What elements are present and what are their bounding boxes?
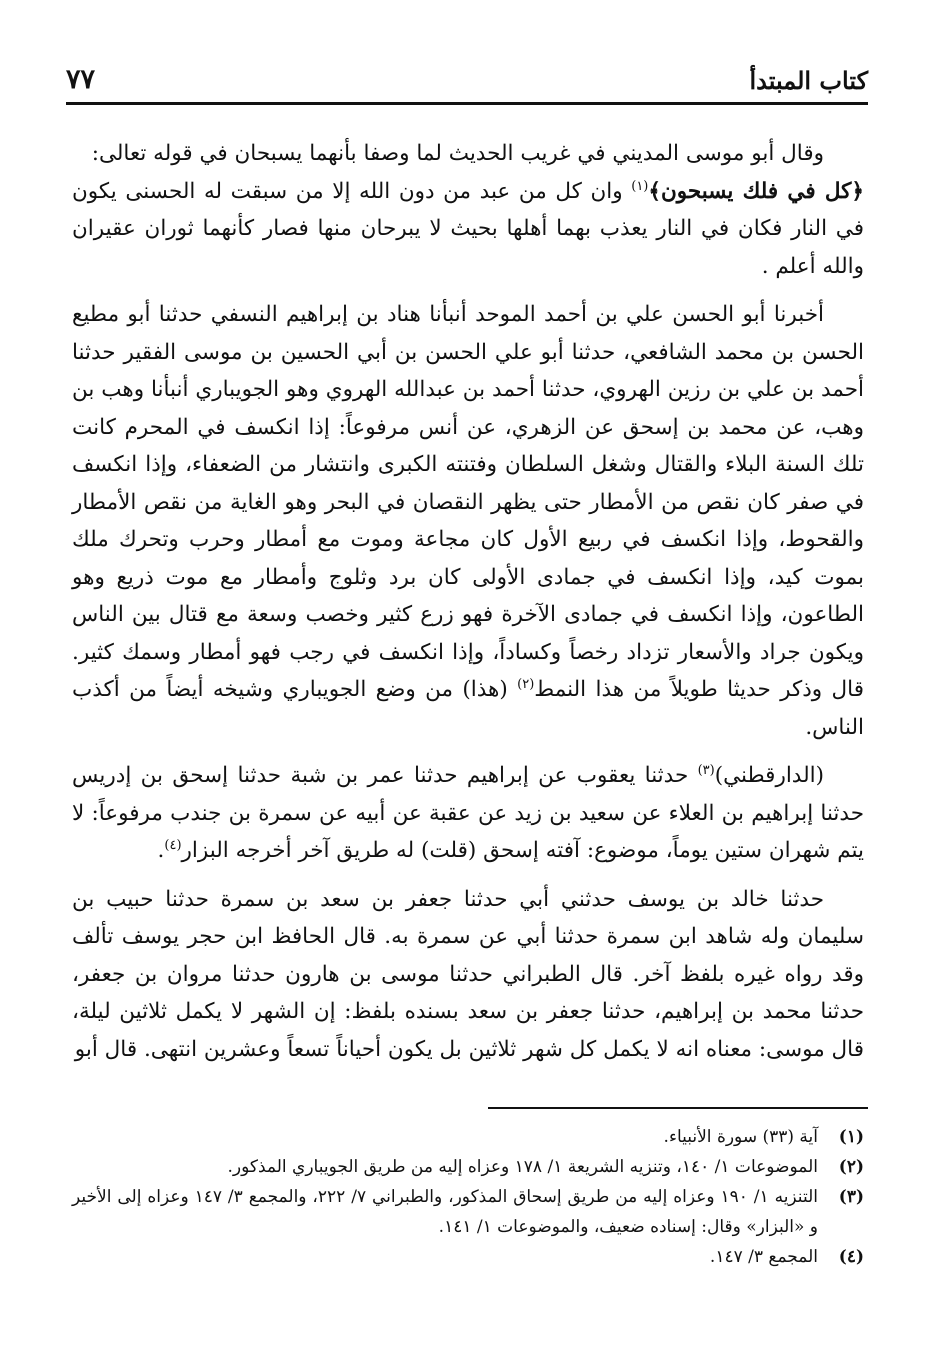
footnote-number: (٢) (838, 1157, 864, 1177)
paragraph-1 (72, 135, 864, 285)
footnote-number: (١) (838, 1127, 864, 1147)
footnotes (72, 1122, 864, 1272)
footnote-ref-1: (١) (631, 178, 649, 194)
footnote-text: الموضوعات ١/ ١٤٠، وتنزيه الشريعة ١/ ١٧٨ وعزاه إليه من طريق الجويباري المذكور. (227, 1157, 818, 1177)
footnote-ref-2: (٢) (517, 676, 535, 692)
footnote-divider (488, 1107, 868, 1109)
paragraph-4 (72, 881, 864, 1069)
footnote-text: آية (٣٣) سورة الأنبياء. (663, 1127, 818, 1147)
main-text (72, 135, 864, 1079)
footnote-1 (72, 1122, 864, 1152)
paragraph-3-source: (الدارقطني) (714, 763, 824, 788)
footnote-3 (72, 1182, 864, 1242)
quran-verse: ﴿كل في فلك يسبحون﴾ (648, 178, 864, 204)
paragraph-2-text: أخبرنا أبو الحسن علي بن أحمد الموحد أنبأنا هناد بن إبراهيم النسفي حدثنا أبو مطيع الحسن بن محمد الشافعي، حدثنا أبو علي الحسن بن أبي الحسين بن موسى الفقير حدثنا أحمد بن علي بن رزين الهروي، حدثنا أحمد بن عبدالله الهروي وهو الجويباري أنبأنا وهب بن وهب، عن محمد بن إسحق عن الزهري، عن أنس مرفوعاً: إذا انكسف في المحرم كانت تلك السنة البلاء والقتال وشغل السلطان وفتنته الكبرى وانتشار من الضعفاء، وإذا انكسف في صفر كان نقص من الأمطار حتى يظهر النقصان في البحر وهو الغاية من نقص الأمطار والقحوط، وإذا انكسف في ربيع الأول كان مجاعة وموت مع أمطار وحرب وتحرك ملك بموت كيد، وإذا انكسف في جمادى الأولى كان برد وثلوج وأمطار مع موت ذريع وهو الطاعون، وإذا انكسف في جمادى الآخرة فهو زرع كثير وخصب وسعة مع قتال بين الناس ويكون جراد والأسعار تزداد رخصاً وكساداً، وإذا انكسف في رجب فهو أمطار وسمك كثير. قال وذكر حديثا طويلاً من هذا النمط (72, 302, 864, 702)
footnote-number: (٣) (838, 1187, 864, 1207)
page-number: ٧٧ (66, 64, 96, 95)
paragraph-2-ending: (هذا) من وضع الجويباري وشيخه أيضاً من أكذب الناس. (72, 677, 864, 740)
paragraph-3-ending: . (157, 838, 165, 863)
paragraph-1-text: وان كل من عبد من دون الله إلا من سبقت له الحسنى يكون في النار فكان في النار يعذب بهما أهلها بحيث لا يبرحان منها فصار كأنهما ثوران عقيران والله أعلم . (72, 178, 864, 279)
footnote-text: المجمع ٣/ ١٤٧. (709, 1247, 818, 1267)
footnote-number: (٤) (838, 1247, 864, 1267)
footnote-ref-4: (٤) (164, 837, 182, 853)
paragraph-4-text: حدثنا خالد بن يوسف حدثني أبي حدثنا جعفر بن سعد بن سمرة حدثنا حبيب بن سليمان وله شاهد ابن سمرة حدثنا أبي عن سمرة به. قال الحافظ ابن حجر يوسف تألف وقد رواه غيره بلفظ آخر. قال الطبراني حدثنا موسى بن هارون حدثنا مروان بن جعفر، حدثنا محمد بن إبراهيم، حدثنا جعفر بن سعد بسنده بلفظ: إن الشهر لا يكمل ثلاثين ليلة، قال موسى: معناه انه لا يكمل كل شهر ثلاثين بل يكون أحياناً تسعاً وعشرين انتهى. قال أبو (72, 886, 864, 1062)
footnote-4 (72, 1242, 864, 1272)
footnote-text: التنزيه ١/ ١٩٠ وعزاه إليه من طريق إسحاق المذكور، والطبراني ٧/ ٢٢٢، والمجمع ٣/ ١٤٧ وعزاه إلى الأخير و «البزار» وقال: إسناده ضعيف، والموضوعات ١/ ١٤١. (72, 1187, 818, 1237)
page-header (66, 62, 868, 105)
footnote-ref-3: (٣) (697, 762, 715, 778)
running-title: كتاب المبتدأ (749, 66, 868, 95)
footnote-2 (72, 1152, 864, 1182)
paragraph-1-opening: وقال أبو موسى المديني في غريب الحديث لما وصفا بأنهما يسبحان في قوله تعالى: (91, 141, 824, 166)
paragraph-3-text: حدثنا يعقوب عن إبراهيم حدثنا عمر بن شبة حدثنا إسحق بن إدريس حدثنا إبراهيم بن العلاء عن سعيد بن زيد عن عقبة عن أبيه عن سمرة بن جندب مرفوعاً: لا يتم شهران ستين يوماً، موضوع: آفته إسحق (قلت) له طريق آخر أخرجه البزار (72, 763, 864, 863)
paragraph-2 (72, 296, 864, 746)
paragraph-3 (72, 757, 864, 870)
